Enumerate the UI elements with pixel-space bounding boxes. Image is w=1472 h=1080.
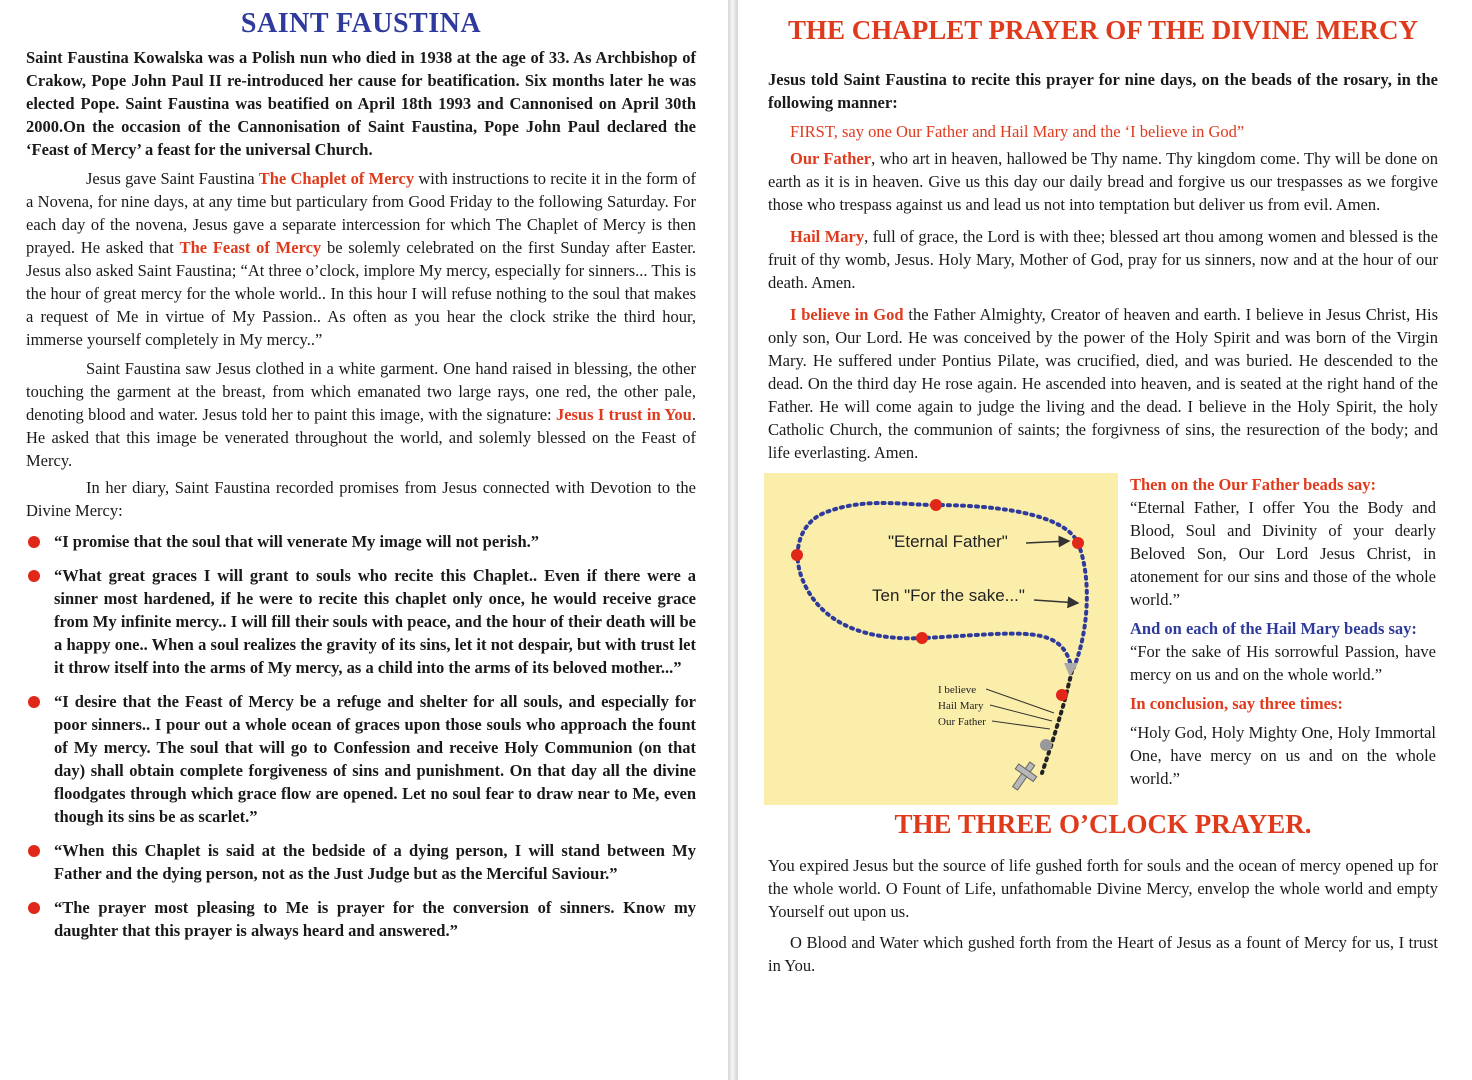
rosary-centerpiece	[1064, 663, 1078, 677]
label-i-believe: I believe	[938, 684, 977, 696]
hail-mary-lead: Hail Mary	[790, 227, 865, 246]
highlight-feast-of-mercy: The Feast of Mercy	[179, 238, 322, 257]
label-our-father: Our Father	[938, 716, 986, 728]
label-ten-for-the-sake: Ten "For the sake..."	[872, 586, 1025, 605]
conclusion-heading: In conclusion, say three times:	[1130, 694, 1343, 713]
eternal-father-prayer: “Eternal Father, I offer You the Body and Blood, Soul and Divinity of your dearly Beloved Son, Our Lord Jesus Christ, in atonement for our sins and those of the whole world.”	[1130, 498, 1436, 609]
three-oclock-title: THE THREE O’CLOCK PRAYER.	[894, 809, 1312, 839]
promises-list	[26, 530, 696, 942]
holy-god-prayer: “Holy God, Holy Mighty One, Holy Immortal One, have mercy on us and on the whole world.”	[1130, 723, 1436, 788]
red-bead	[1056, 689, 1068, 701]
grey-bead	[1040, 739, 1052, 751]
right-page	[738, 0, 1472, 1080]
label-hail-mary: Hail Mary	[938, 700, 984, 712]
three-oclock-paragraph-1: You expired Jesus but the source of life gushed forth for souls and the ocean of mercy opened up for the whole world. O Fount of Life, unfathomable Divine Mercy, envelop the whole world and empty Yourself out upon us.	[768, 856, 1438, 921]
our-father-beads-heading: Then on the Our Father beads say:	[1130, 475, 1377, 494]
page-title-saint-faustina: SAINT FAUSTINA	[240, 8, 482, 39]
bullet-icon	[28, 696, 40, 708]
list-item: “When this Chaplet is said at the bedside of a dying person, I will stand between My Father and the dying person, not as the Just Judge but as the Merciful Saviour.”	[26, 839, 696, 885]
hail-mary-prayer: Hail Mary, full of grace, the Lord is with thee; blessed art thou among women and blessed is the fruit of thy womb, Jesus. Holy Mary, Mother of God, pray for us sinners, now and at the hour of our death. Amen.	[768, 227, 1438, 292]
red-bead	[791, 549, 803, 561]
chaplet-intro: Jesus told Saint Faustina to recite this prayer for nine days, on the beads of the rosary, in the following manner:	[768, 70, 1438, 112]
image-paragraph: Saint Faustina saw Jesus clothed in a white garment. One hand raised in blessing, the other touching the garment at the breast, from which emanated two large rays, one red, the other pale, denoting blood and water. Jesus told her to paint this image, with the signature: Jesus I trust in You. He asked that this image be venerated throughout the world, and solemly blessed on the Feast of Mercy.	[26, 359, 696, 470]
page-title-chaplet-prayer: THE CHAPLET PRAYER OF THE DIVINE MERCY	[787, 15, 1419, 45]
chaplet-paragraph: Jesus gave Saint Faustina The Chaplet of Mercy with instructions to recite it in the form of a Novena, for nine days, at any time but particulary from Good Friday to the following Saturday. For each day of the novena, Jesus gave a separate intercession for which The Chaplet of Mercy is then prayed. He asked that The Feast of Mercy be solemly celebrated on the first Sunday after Easter. Jesus also asked Saint Faustina; “At three o’clock, implore My mercy, especially for sinners... This is the hour of great mercy for the whole world.. In this hour I will refuse nothing to the soul that makes a request of Me in virtue of My Passion.. As often as you hear the clock strike the third hour, immerse yourself completely in My mercy..”	[26, 169, 696, 349]
rosary-diagram-svg	[764, 473, 1118, 805]
red-bead	[930, 499, 942, 511]
red-bead	[1072, 537, 1084, 549]
creed-prayer: I believe in God the Father Almighty, Creator of heaven and earth. I believe in Jesus Christ, His only son, Our Lord. He was conceived by the power of the Holy Spirit and was born of the Virgin Mary. He suffered under Pontius Pilate, was crucified, died, and was buried. He descended to the dead. On the third day He rose again. He ascended into heaven, and is seated at the right hand of the Father. He will come again to judge the living and the dead. I believe in the Holy Spirit, the holy Catholic Church, the communion of saints; the forgivness of sins, the resurection of the body; and life everlasting. Amen.	[768, 305, 1439, 462]
three-oclock-paragraph-2: O Blood and Water which gushed forth from the Heart of Jesus as a fount of Mercy for us, I trust in You.	[768, 933, 1438, 975]
cross-icon	[1006, 757, 1041, 794]
our-father-lead: Our Father	[790, 149, 872, 168]
left-page	[0, 0, 728, 1080]
list-item: “What great graces I will grant to souls who recite this Chaplet.. Even if there were a sinner most hardened, if he were to recite this chaplet only once, he would receive grace from My infinite mercy.. I will fill their souls with peace, and the hour of their death will be a happy one.. When a soul realizes the gravity of its sins, let it not despair, but with trust let it throw itself into the arms of My mercy, as a child into the arms of its beloved mother...”	[26, 564, 696, 679]
bullet-icon	[28, 845, 40, 857]
bullet-icon	[28, 902, 40, 914]
rosary-pendant	[1042, 671, 1072, 773]
faustina-intro: Saint Faustina Kowalska was a Polish nun who died in 1938 at the age of 33. As Archbishop of Crakow, Pope John Paul II re-introduced her cause for beatification. Six months later he was elected Pope. Saint Faustina was beatified on April 18th 1993 and Cannonised on April 30th 2000.On the occasion of the Cannonisation of Saint Faustina, Pope John Paul declared the ‘Feast of Mercy’ a feast for the universal Church.	[26, 48, 696, 159]
first-instruction: FIRST, say one Our Father and Hail Mary and the ‘I believe in God”	[790, 122, 1245, 141]
red-bead	[916, 632, 928, 644]
label-eternal-father: "Eternal Father"	[888, 532, 1008, 551]
beads-section	[768, 473, 1438, 808]
list-item: “I desire that the Feast of Mercy be a refuge and shelter for all souls, and especially for poor sinners.. I pour out a whole ocean of graces upon those souls who approach the fount of My mercy. The soul that will go to Confession and receive Holy Communion (on that day) shall obtain complete forgiveness of sins and punishment. On that day all the divine floodgates through which grace flow are opened. Let no soul fear to draw near to Me, even though its sins be as scarlet.”	[26, 690, 696, 828]
our-father-prayer: Our Father, who art in heaven, hallowed be Thy name. Thy kingdom come. Thy will be done on earth as it is in heaven. Give us this day our daily bread and forgive us our trespasses as we forgive those who trespass against us and lead us not into temptation but deliver us from evil. Amen.	[768, 149, 1439, 214]
list-item: “The prayer most pleasing to Me is prayer for the conversion of sinners. Know my daughter that this prayer is always heard and answered.”	[26, 896, 696, 942]
bullet-icon	[28, 570, 40, 582]
diary-paragraph: In her diary, Saint Faustina recorded promises from Jesus connected with Devotion to the Divine Mercy:	[26, 478, 696, 520]
bead-instructions	[1130, 473, 1436, 790]
hail-mary-beads-heading: And on each of the Hail Mary beads say:	[1130, 619, 1417, 638]
creed-lead: I believe in God	[790, 305, 904, 324]
highlight-chaplet-of-mercy: The Chaplet of Mercy	[258, 169, 415, 188]
list-item: “I promise that the soul that will venerate My image will not perish.”	[26, 530, 696, 553]
bullet-icon	[28, 536, 40, 548]
rosary-diagram	[764, 473, 1118, 805]
for-the-sake-prayer: “For the sake of His sorrowful Passion, have mercy on us and on the whole world.”	[1130, 642, 1436, 684]
highlight-jesus-i-trust: Jesus I trust in You	[555, 405, 692, 424]
book-gutter	[728, 0, 738, 1080]
